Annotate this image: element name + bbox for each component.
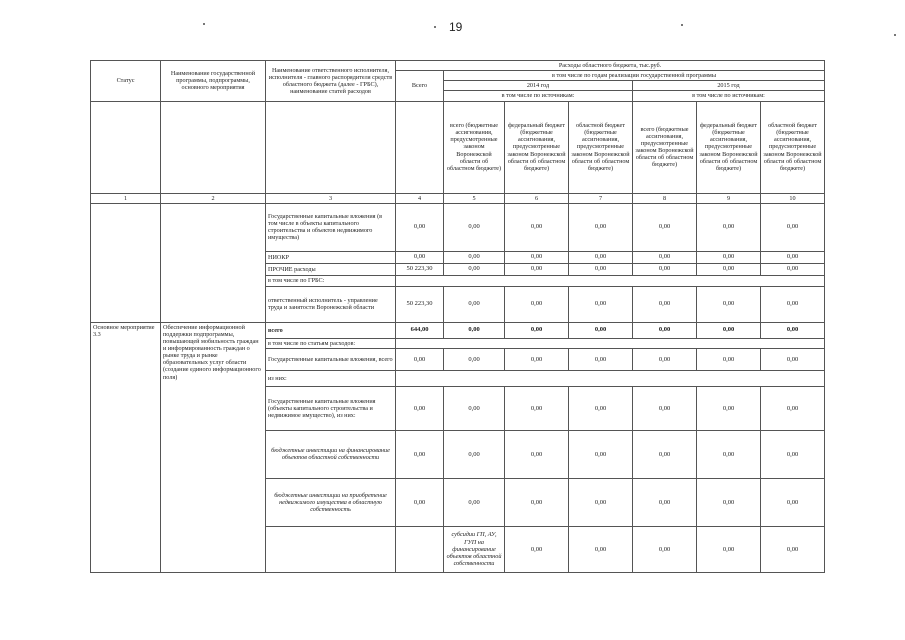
cell-value: 0,00	[697, 251, 761, 263]
header-blank	[396, 101, 444, 193]
cell-value: 0,00	[569, 263, 633, 275]
cell-value: 0,00	[505, 286, 569, 322]
cell-value: 0,00	[505, 322, 569, 338]
cell-value: 0,00	[761, 263, 825, 275]
event-name: Обеспечение информационной поддержки подпрограммы, повышающей мобильность граждан и информированность граждан о рынке труда и рынке образовательных услуг области (создание единого информационного поля)	[161, 322, 266, 572]
row-label: из них:	[266, 370, 396, 386]
cell-total: 0,00	[396, 348, 444, 370]
cell-value: 0,00	[633, 203, 697, 251]
column-number: 7	[569, 193, 633, 203]
table-row	[91, 322, 825, 338]
cell-value: 0,00	[633, 526, 697, 572]
cell-value: 0,00	[697, 348, 761, 370]
event-status: Основное мероприятие 3.3	[91, 322, 161, 572]
cell-value: 0,00	[569, 251, 633, 263]
cell-total: 50 223,30	[396, 263, 444, 275]
header-col-9: федеральный бюджет (бюджетные ассигнования, предусмотренные законом Воронежской области об областном бюджете)	[697, 101, 761, 193]
column-number: 5	[444, 193, 505, 203]
cell-value: 0,00	[444, 251, 505, 263]
cell-total: 0,00	[505, 526, 569, 572]
header-executor: Наименование ответственного исполнителя, исполнителя - главного распорядителя средств областного бюджета (далее - ГРБС), наименование статей расходов	[266, 61, 396, 102]
scan-speck	[894, 34, 896, 36]
cell-value: 0,00	[569, 348, 633, 370]
column-number: 2	[161, 193, 266, 203]
column-number: 1	[91, 193, 161, 203]
cell-value: 0,00	[697, 430, 761, 478]
cell-value: 0,00	[633, 386, 697, 430]
column-number: 10	[761, 193, 825, 203]
header-col-5: всего (бюджетные ассигнования, предусмотренные законом Воронежской области об областном бюджете)	[444, 101, 505, 193]
page-number: 19	[449, 20, 463, 34]
column-number: 8	[633, 193, 697, 203]
cell-value: 0,00	[444, 430, 505, 478]
cell-value: 0,00	[505, 386, 569, 430]
row-label: в том числе по ГРБС:	[266, 275, 396, 286]
header-col-8: всего (бюджетные ассигнования, предусмотренные законом Воронежской области об областном бюджете)	[633, 101, 697, 193]
row-label: ПРОЧИЕ расходы	[266, 263, 396, 275]
cell-value: 0,00	[633, 286, 697, 322]
cell-value: 0,00	[697, 263, 761, 275]
header-by-sources: в том числе по источникам:	[444, 91, 633, 101]
header-blank	[91, 101, 161, 193]
cell-value: 0,00	[505, 251, 569, 263]
cell-value: 0,00	[569, 430, 633, 478]
empty-span	[396, 370, 825, 386]
row-label: Государственные капитальные вложения (объекты капитального строительства и недвижимое имущество), из них:	[266, 386, 396, 430]
row-label: ответственный исполнитель - управление труда и занятости Воронежской области	[266, 286, 396, 322]
cell-value: 0,00	[444, 203, 505, 251]
row-label: Государственные капитальные вложения, всего	[266, 348, 396, 370]
cell-value: 0,00	[633, 430, 697, 478]
cell-value: 0,00	[761, 348, 825, 370]
cell-value: 0,00	[505, 478, 569, 526]
cell-value: 0,00	[697, 386, 761, 430]
column-number: 4	[396, 193, 444, 203]
table-row	[91, 203, 825, 251]
cell-value: 0,00	[569, 478, 633, 526]
cell-value: 0,00	[444, 478, 505, 526]
cell-value: 0,00	[569, 322, 633, 338]
header-blank	[161, 101, 266, 193]
cell-value: 0,00	[569, 203, 633, 251]
cell-value: 0,00	[444, 386, 505, 430]
scan-speck	[681, 24, 683, 26]
cell-value: 0,00	[761, 386, 825, 430]
cell-total: 0,00	[396, 386, 444, 430]
header-expenses: Расходы областного бюджета, тыс.руб.	[396, 61, 825, 71]
header-col-10: областной бюджет (бюджетные ассигнования, предусмотренные законом Воронежской области об областном бюджете)	[761, 101, 825, 193]
cell-value: 0,00	[633, 348, 697, 370]
cell-value: 0,00	[444, 348, 505, 370]
cell-value: 0,00	[505, 203, 569, 251]
status-cell-empty	[91, 203, 161, 322]
cell-total: 0,00	[396, 203, 444, 251]
program-cell-empty	[396, 526, 444, 572]
cell-total: 0,00	[396, 251, 444, 263]
cell-value: 0,00	[633, 263, 697, 275]
header-year-1: 2014 год	[444, 81, 633, 91]
cell-value: 0,00	[697, 286, 761, 322]
cell-value: 0,00	[633, 322, 697, 338]
header-by-sources: в том числе по источникам:	[633, 91, 825, 101]
cell-value: 0,00	[697, 203, 761, 251]
cell-value: 0,00	[505, 430, 569, 478]
cell-value: 0,00	[697, 322, 761, 338]
cell-value: 0,00	[569, 286, 633, 322]
cell-value: 0,00	[633, 251, 697, 263]
cell-total: 0,00	[396, 430, 444, 478]
empty-span	[396, 338, 825, 348]
cell-value: 0,00	[633, 478, 697, 526]
row-label: в том числе по статьям расходов:	[266, 338, 396, 348]
column-number: 6	[505, 193, 569, 203]
cell-value: 0,00	[444, 263, 505, 275]
row-label: Государственные капитальные вложения (в том числе в объекты капитального строительства и объектов недвижимого имущества)	[266, 203, 396, 251]
header-col-7: областной бюджет (бюджетные ассигнования, предусмотренные законом Воронежской области об областном бюджете)	[569, 101, 633, 193]
cell-value: 0,00	[505, 348, 569, 370]
column-number: 3	[266, 193, 396, 203]
cell-value: 0,00	[505, 263, 569, 275]
program-cell-empty	[161, 203, 266, 322]
cell-value: 0,00	[761, 286, 825, 322]
budget-table	[90, 60, 825, 573]
cell-value: 0,00	[444, 322, 505, 338]
cell-value: 0,00	[761, 251, 825, 263]
header-by-years: в том числе по годам реализации государственной программы	[444, 71, 825, 81]
row-label: НИОКР	[266, 251, 396, 263]
cell-value: 0,00	[569, 386, 633, 430]
row-label: бюджетные инвестиции на финансирование объектов областной собственности	[266, 430, 396, 478]
row-label: всего	[266, 322, 396, 338]
row-label: бюджетные инвестиции на приобретение недвижимого имущества в областную собственность	[266, 478, 396, 526]
cell-value: 0,00	[761, 430, 825, 478]
cell-total: 644,00	[396, 322, 444, 338]
cell-total: 0,00	[396, 478, 444, 526]
header-blank	[266, 101, 396, 193]
cell-value: 0,00	[697, 526, 761, 572]
status-cell-empty	[266, 526, 396, 572]
header-total: Всего	[396, 71, 444, 101]
cell-value: 0,00	[697, 478, 761, 526]
cell-value: 0,00	[444, 286, 505, 322]
cell-total: 50 223,30	[396, 286, 444, 322]
cell-value: 0,00	[761, 478, 825, 526]
header-col-6: федеральный бюджет (бюджетные ассигнования, предусмотренные законом Воронежской области об областном бюджете)	[505, 101, 569, 193]
header-year-2: 2015 год	[633, 81, 825, 91]
cell-value: 0,00	[761, 526, 825, 572]
scan-speck	[203, 23, 205, 25]
cell-value: 0,00	[761, 203, 825, 251]
column-number: 9	[697, 193, 761, 203]
empty-span	[396, 275, 825, 286]
cell-value: 0,00	[761, 322, 825, 338]
row-label: субсидии ГП, АУ, ГУП на финансирование объектов областной собственности	[444, 526, 505, 572]
cell-value: 0,00	[569, 526, 633, 572]
header-status: Статус	[91, 61, 161, 102]
scan-speck	[434, 26, 436, 28]
header-program-name: Наименование государственной программы, подпрограммы, основного мероприятия	[161, 61, 266, 102]
